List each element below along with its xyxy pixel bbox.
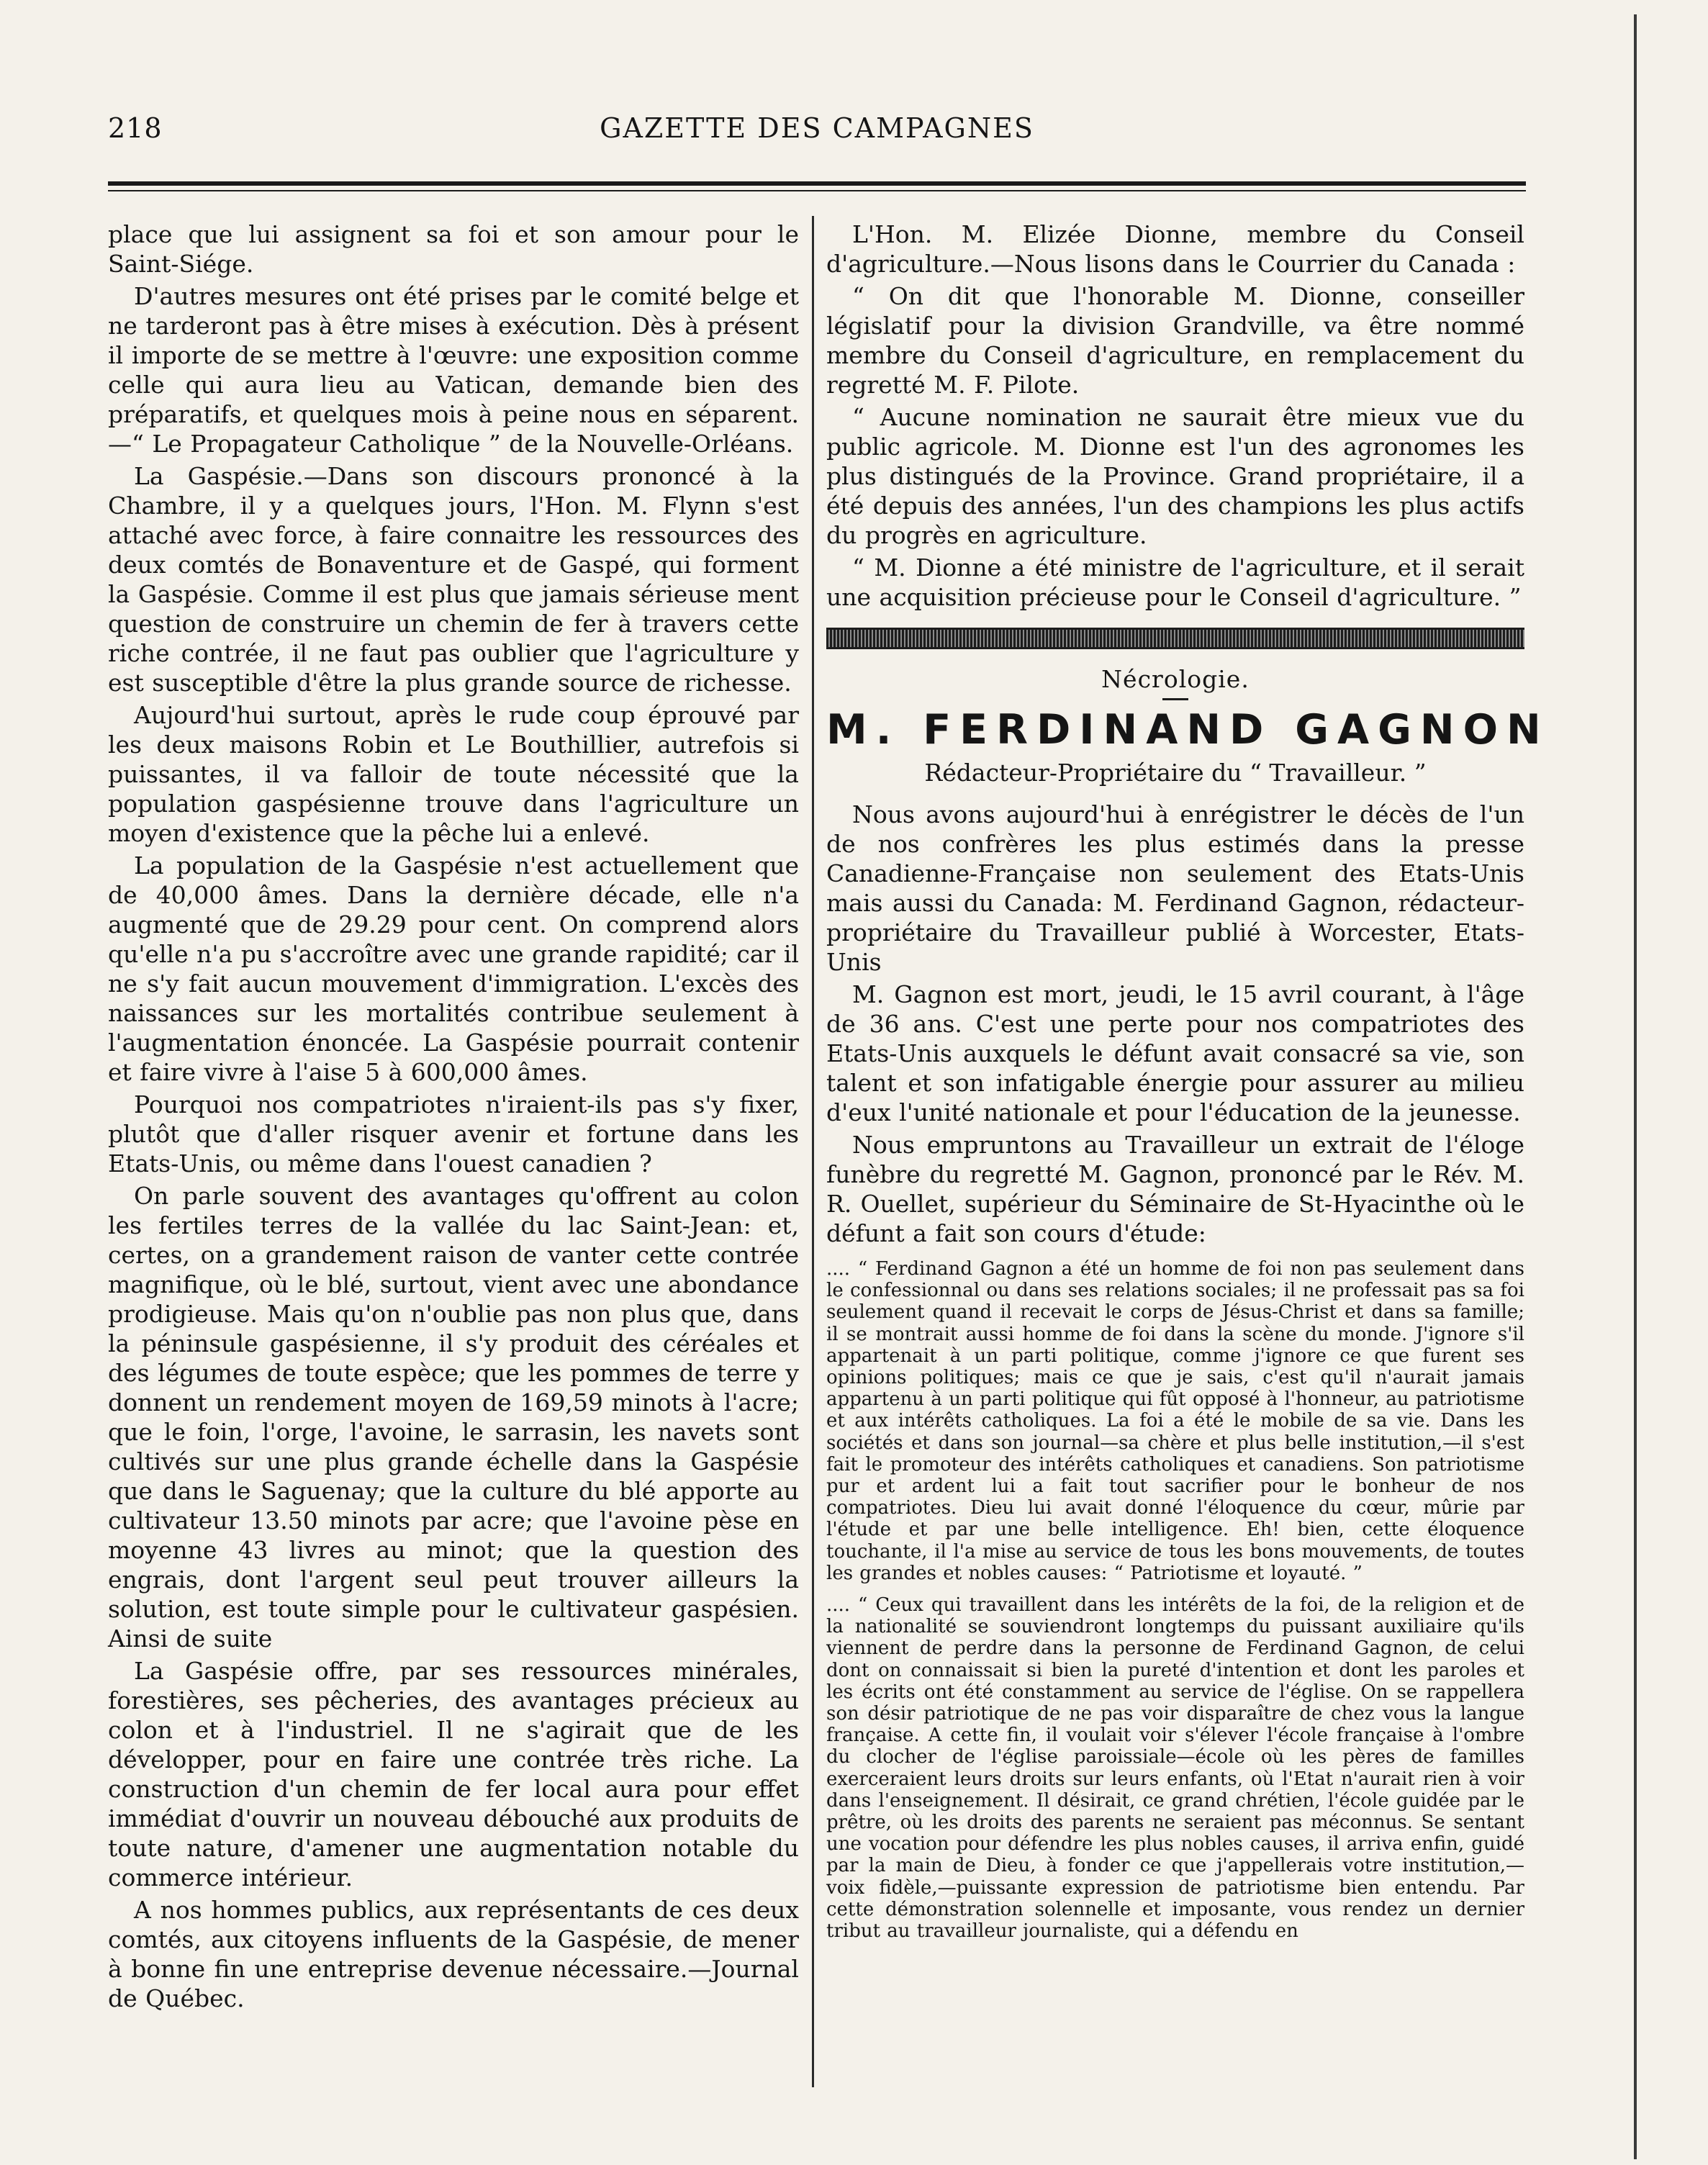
right-column xyxy=(826,220,1550,1943)
section-separator xyxy=(826,628,1524,649)
right-paragraph: “ On dit que l'honorable M. Dionne, conseiller législatif pour la division Grandville, va être nommé membre du Conseil d'agriculture, en remplacement du regretté M. F. Pilote. xyxy=(826,282,1524,399)
obituary-subtitle: Rédacteur-Propriétaire du “ Travailleur. ” xyxy=(924,759,1427,787)
left-paragraph: La population de la Gaspésie n'est actuellement que de 40,000 âmes. Dans la dernière décade, elle n'a augmenté que de 29.29 pour cent. On comprend alors qu'elle n'a pu s'accroître avec une grande rapidité; car il ne s'y fait aucun mouvement d'immigration. L'excès des naissances sur les mortalités contribue seulement à l'augmentation énoncée. La Gaspésie pourrait contenir et faire vivre à l'aise 5 à 600,000 âmes. xyxy=(108,851,799,1086)
running-title: GAZETTE DES CAMPAGNES xyxy=(600,112,1034,144)
right-paragraph: L'Hon. M. Elizée Dionne, membre du Conseil d'agriculture.—Nous lisons dans le Courrier du Canada : xyxy=(826,220,1524,278)
left-paragraph: D'autres mesures ont été prises par le comité belge et ne tarderont pas à être mises à exécution. Dès à présent il importe de se mettre à l'œuvre: une exposition comme celle qui aura lieu au Vatican, demande bien des préparatifs, et quelques mois à peine nous en séparent.—“ Le Propagateur Catholique ” de la Nouvelle-Orléans. xyxy=(108,282,799,458)
short-dash-rule xyxy=(1162,698,1188,700)
left-paragraph: place que lui assignent sa foi et son amour pour le Saint-Siége. xyxy=(108,220,799,278)
obituary-paragraph: M. Gagnon est mort, jeudi, le 15 avril courant, à l'âge de 36 ans. C'est une perte pour nos compatriotes des Etats-Unis auxquels le défunt avait consacré sa vie, son talent et son infatigable énergie pour assurer au milieu d'eux l'unité nationale et pour l'éducation de la jeunesse. xyxy=(826,980,1524,1126)
obituary-paragraph: Nous avons aujourd'hui à enrégistrer le décès de l'un de nos confrères les plus estimés dans la presse Canadienne-Française non seulement des Etats-Unis mais aussi du Canada: M. Ferdinand Gagnon, rédacteur-propriétaire du Travailleur publié à Worcester, Etats-Unis xyxy=(826,800,1524,976)
right-paragraph: “ M. Dionne a été ministre de l'agriculture, et il serait une acquisition précieuse pour le Conseil d'agriculture. ” xyxy=(826,553,1524,611)
margin-binding-rule xyxy=(1634,14,1637,2159)
left-paragraph: Aujourd'hui surtout, après le rude coup éprouvé par les deux maisons Robin et Le Bouthillier, autrefois si puissantes, il va falloir de toute nécessité que la population gaspésienne trouve dans l'agriculture un moyen d'existence que la pêche lui a enlevé. xyxy=(108,701,799,847)
header-rule-thick xyxy=(108,181,1526,186)
left-column xyxy=(108,220,799,2013)
section-heading: Nécrologie. xyxy=(1101,665,1250,693)
left-paragraph: Pourquoi nos compatriotes n'iraient-ils pas s'y fixer, plutôt que d'aller risquer avenir et fortune dans les Etats-Unis, ou même dans l'ouest canadien ? xyxy=(108,1090,799,1178)
obituary-paragraph: Nous empruntons au Travailleur un extrait de l'éloge funèbre du regretté M. Gagnon, prononcé par le Rév. M. R. Ouellet, supérieur du Séminaire de St-Hyacinthe où le défunt a fait son cours d'étude: xyxy=(826,1131,1524,1247)
header-rule-thin xyxy=(108,190,1526,191)
obituary-name: M. FERDINAND GAGNON xyxy=(826,706,1550,754)
right-paragraph: “ Aucune nomination ne saurait être mieux vue du public agricole. M. Dionne est l'un des agronomes les plus distingués de la Province. Grand propriétaire, il a été depuis des années, l'un des champions les plus actifs du progrès en agriculture. xyxy=(826,403,1524,549)
page-header xyxy=(108,108,1526,151)
quoted-paragraph: .... “ Ceux qui travaillent dans les intérêts de la foi, de la religion et de la nationalité se souviendront longtemps du puissant auxiliaire qu'ils viennent de perdre dans la personne de Ferdinand Gagnon, de celui dont on connaissait si bien la pureté d'intention et dont les paroles et les écrits ont été constamment au service de l'église. On se rappellera son désir patriotique de ne pas voir disparaître de chez vous la langue française. A cette fin, il voulait voir s'élever l'école française à l'ombre du clocher de l'église paroissiale—école où les pères de familles exerceraient leurs droits sur leurs enfants, où l'Etat n'aurait rien à voir dans l'enseignement. Il désirait, ce grand chrétien, l'école guidée par le prêtre, où les droits des parents ne seraient pas méconnus. Se sentant une vocation pour défendre les plus nobles causes, il arriva enfin, guidé par la main de Dieu, à fonder ce que j'appellerais votre institution,—voix fidèle,—puissante expression de patriotisme bien entendu. Par cette démonstration solennelle et imposante, vous rendez un dernier tribut au travailleur journaliste, qui a défendu en xyxy=(826,1594,1524,1943)
column-divider xyxy=(812,216,814,2087)
page-number: 218 xyxy=(108,112,163,144)
left-paragraph: La Gaspésie.—Dans son discours prononcé à la Chambre, il y a quelques jours, l'Hon. M. Flynn s'est attaché avec force, à faire connaitre les ressources des deux comtés de Bonaventure et de Gaspé, qui forment la Gaspésie. Comme il est plus que jamais sérieuse ment question de construire un chemin de fer à travers cette riche contrée, il ne faut pas oublier que l'agriculture y est susceptible d'être la plus grande source de richesse. xyxy=(108,462,799,697)
left-paragraph: A nos hommes publics, aux représentants de ces deux comtés, aux citoyens influents de la Gaspésie, de mener à bonne fin une entreprise devenue nécessaire.—Journal de Québec. xyxy=(108,1896,799,2012)
quoted-paragraph: .... “ Ferdinand Gagnon a été un homme de foi non pas seulement dans le confessionnal ou dans ses relations sociales; il ne professait pas sa foi seulement quand il recevait le corps de Jésus-Christ et dans sa famille; il se montrait aussi homme de foi dans la scène du monde. J'ignore s'il appartenait à un parti politique, comme j'ignore ce que furent ses opinions politiques; mais ce que je sais, c'est qu'il n'aurait jamais appartenu à un parti politique qui fût opposé à l'honneur, au patriotisme et aux intérêts catholiques. La foi a été le mobile de sa vie. Dans les sociétés et dans son journal—sa chère et plus belle institution,—il s'est fait le promoteur des intérêts catholiques et canadiens. Son patriotisme pur et ardent lui a fait tout sacrifier pour le bonheur de nos compatriotes. Dieu lui avait donné l'éloquence du cœur, mûrie par l'étude et par une belle intelligence. Eh! bien, cette éloquence touchante, il l'a mise au service de tous les bons mouvements, de toutes les grandes et nobles causes: “ Patriotisme et loyauté. ” xyxy=(826,1258,1524,1584)
left-paragraph: La Gaspésie offre, par ses ressources minérales, forestières, ses pêcheries, des avantages précieux au colon et à l'industriel. Il ne s'agirait que de les développer, pour en faire une contrée très riche. La construction d'un chemin de fer local aura pour effet immédiat d'ouvrir un nouveau débouché aux produits de toute nature, d'amener une augmentation notable du commerce intérieur. xyxy=(108,1657,799,1891)
left-paragraph: On parle souvent des avantages qu'offrent au colon les fertiles terres de la vallée du lac Saint-Jean: et, certes, on a grandement raison de vanter cette contrée magnifique, où le blé, surtout, vient avec une abondance prodigieuse. Mais qu'on n'oublie pas non plus que, dans la péninsule gaspésienne, il s'y produit des céréales et des légumes de toute espèce; que les pommes de terre y donnent un rendement moyen de 169,59 minots à l'acre; que le foin, l'orge, l'avoine, le sarrasin, les navets sont cultivés sur une plus grande échelle dans la Gaspésie que dans le Saguenay; que la culture du blé apporte au cultivateur 13.50 minots par acre; que l'avoine pèse en moyenne 43 livres au minot; que la question des engrais, dont l'argent seul peut trouver ailleurs la solution, est toute simple pour le cultivateur gaspésien. Ainsi de suite xyxy=(108,1182,799,1653)
